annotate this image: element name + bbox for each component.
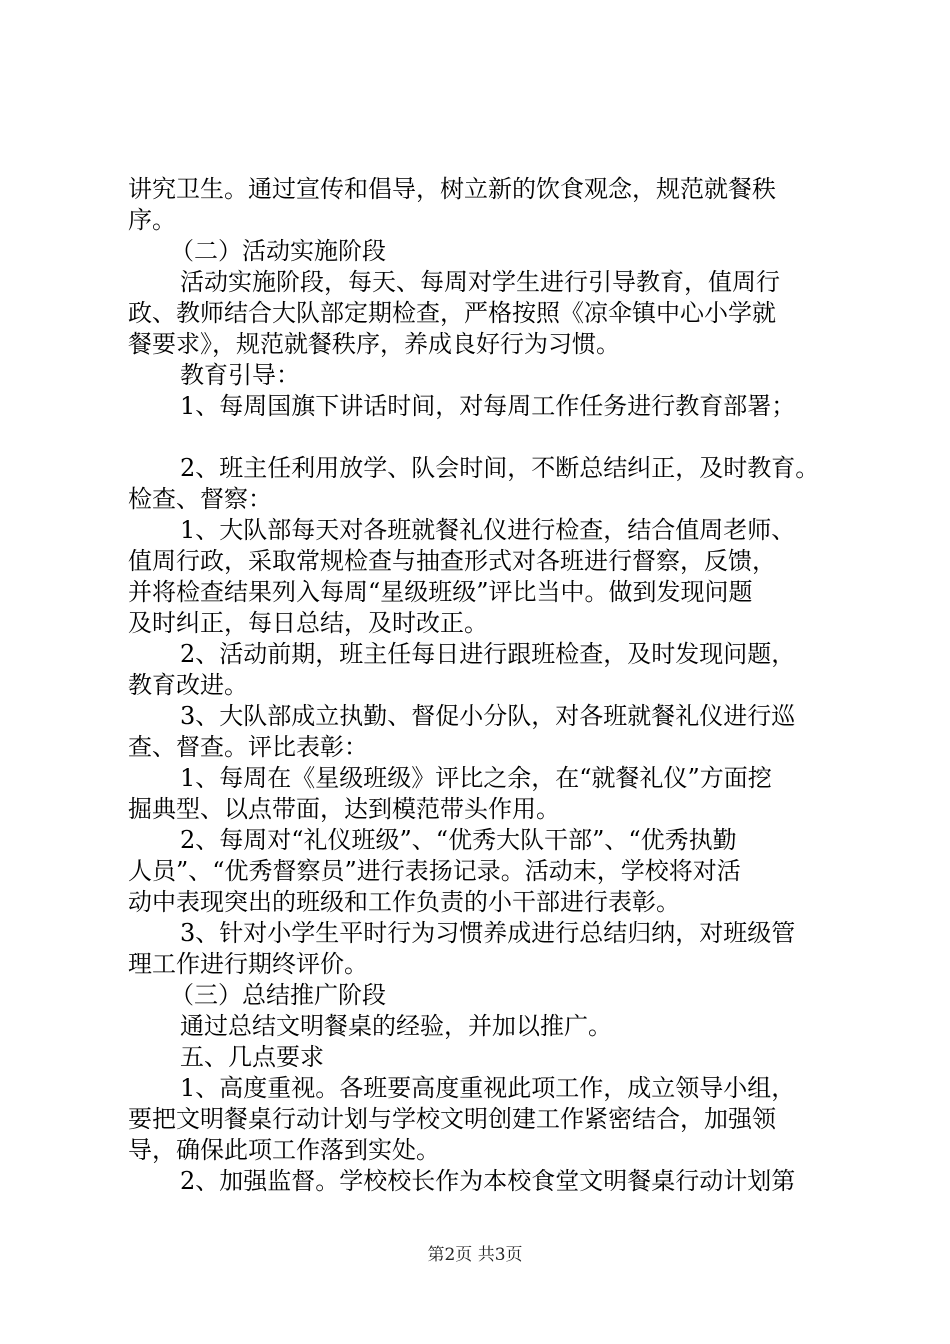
body-line: 餐要求》，规范就餐秩序，养成良好行为习惯。 xyxy=(128,330,620,358)
body-line: 序。 xyxy=(128,206,176,234)
body-line: 理工作进行期终评价。 xyxy=(128,950,368,978)
body-line: 通过总结文明餐桌的经验，并加以推广。 xyxy=(180,1012,612,1040)
body-line: 政、教师结合大队部定期检查，严格按照《凉伞镇中心小学就 xyxy=(128,299,776,327)
body-line: 教育改进。 xyxy=(128,671,248,699)
body-line: 2、每周对“礼仪班级”、“优秀大队干部”、“优秀执勤 xyxy=(180,826,737,854)
body-line: 1、每周国旗下讲话时间，对每周工作任务进行教育部署； xyxy=(180,392,796,420)
body-line: 1、高度重视。各班要高度重视此项工作，成立领导小组， xyxy=(180,1074,796,1102)
body-line: 值周行政，采取常规检查与抽查形式对各班进行督察，反馈， xyxy=(128,547,776,575)
body-line: 3、大队部成立执勤、督促小分队，对各班就餐礼仪进行巡 xyxy=(180,702,796,730)
body-line: 1、每周在《星级班级》评比之余，在“就餐礼仪”方面挖 xyxy=(180,764,772,792)
section-heading: （三）总结推广阶段 xyxy=(170,981,386,1009)
body-line: 2、班主任利用放学、队会时间，不断总结纠正，及时教育。 xyxy=(180,454,820,482)
subsection-heading: 检查、督察： xyxy=(128,485,272,513)
body-line: 3、针对小学生平时行为习惯养成进行总结归纳，对班级管 xyxy=(180,919,796,947)
section-heading: 五、几点要求 xyxy=(180,1043,324,1071)
body-line: 动中表现突出的班级和工作负责的小干部进行表彰。 xyxy=(128,888,680,916)
body-line: 并将检查结果列入每周“星级班级”评比当中。做到发现问题 xyxy=(128,578,753,606)
body-line: 2、加强监督。学校校长作为本校食堂文明餐桌行动计划第 xyxy=(180,1167,796,1195)
body-line: 查、督查。评比表彰： xyxy=(128,733,368,761)
body-line: 要把文明餐桌行动计划与学校文明创建工作紧密结合，加强领 xyxy=(128,1105,776,1133)
document-body xyxy=(128,174,843,1197)
body-line: 人员”、“优秀督察员”进行表扬记录。活动末，学校将对活 xyxy=(128,857,741,885)
body-line: 2、活动前期，班主任每日进行跟班检查，及时发现问题， xyxy=(180,640,796,668)
body-line: 及时纠正，每日总结，及时改正。 xyxy=(128,609,488,637)
body-line: 掘典型、以点带面，达到模范带头作用。 xyxy=(128,795,560,823)
section-heading: （二）活动实施阶段 xyxy=(170,237,386,265)
body-line: 1、大队部每天对各班就餐礼仪进行检查，结合值周老师、 xyxy=(180,516,796,544)
page-number-footer: 第2页 共3页 xyxy=(427,1245,523,1265)
body-line: 讲究卫生。通过宣传和倡导，树立新的饮食观念，规范就餐秩 xyxy=(128,175,776,203)
body-line: 活动实施阶段，每天、每周对学生进行引导教育，值周行 xyxy=(180,268,780,296)
blank-line xyxy=(128,422,843,453)
body-line: 导，确保此项工作落到实处。 xyxy=(128,1136,440,1164)
subsection-heading: 教育引导： xyxy=(180,361,300,389)
